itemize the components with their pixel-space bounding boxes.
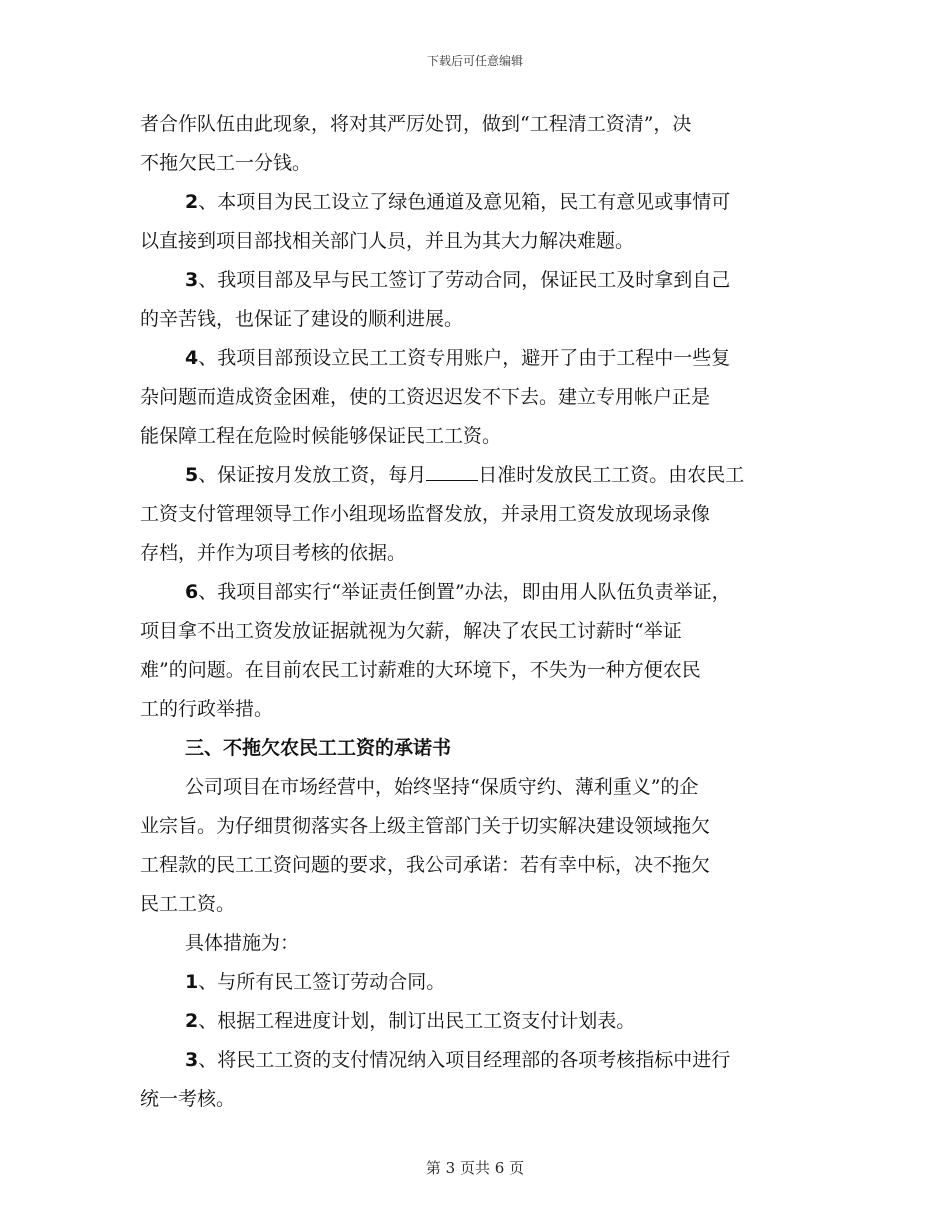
item-text: 、本项目为民工设立了绿色通道及意见箱，民工有意见或事情可 (198, 191, 731, 213)
page-header: 下载后可任意编辑 (426, 54, 523, 68)
text-line: 工的行政举措。 (140, 698, 274, 720)
item-text: 日准时发放民工工资。由农民工 (478, 464, 745, 486)
measure-item-3 (140, 1041, 820, 1080)
document-body (140, 105, 820, 1119)
list-item-6 (140, 573, 820, 612)
blank-fill-line (426, 460, 478, 481)
measure-item-2 (140, 1002, 820, 1041)
list-item-3 (140, 261, 820, 300)
text-line: 的辛苦钱，也保证了建设的顺利进展。 (140, 308, 464, 330)
item-number: 4 (185, 347, 199, 369)
item-text: 、根据工程进度计划，制订出民工工资支付计划表。 (198, 1010, 636, 1032)
text-line: 业宗旨。为仔细贯彻落实各上级主管部门关于切实解决建设领域拖欠 (140, 815, 711, 837)
item-text: 、保证按月发放工资，每月 (198, 464, 427, 486)
text-line: 民工工资。 (140, 893, 236, 915)
text-line: 不拖欠民工一分钱。 (140, 152, 312, 174)
text-line: 难”的问题。在目前农民工讨薪难的大环境下，不失为一种方便农民 (140, 659, 701, 681)
text-line: 以直接到项目部找相关部门人员，并且为其大力解决难题。 (140, 230, 635, 252)
item-text: 、我项目部及早与民工签订了劳动合同，保证民工及时拿到自己 (198, 269, 731, 291)
text-line: 工程款的民工工资问题的要求，我公司承诺：若有幸中标，决不拖欠 (140, 854, 711, 876)
text-line: 者合作队伍由此现象，将对其严厉处罚，做到“工程清工资清”，决 (140, 113, 692, 135)
item-number: 5 (185, 464, 199, 486)
measure-item-1 (140, 963, 820, 1002)
item-number: 6 (185, 581, 199, 603)
text-line: 具体措施为： (185, 932, 300, 954)
list-item-4 (140, 339, 820, 378)
list-item-5 (140, 456, 820, 495)
item-number: 1 (185, 971, 199, 993)
text-line: 公司项目在市场经营中，始终坚持“保质守约、薄利重义”的企 (185, 776, 699, 798)
text-line: 项目拿不出工资发放证据就视为欠薪，解决了农民工讨薪时“举证 (140, 620, 682, 642)
text-line: 存档，并作为项目考核的依据。 (140, 542, 407, 564)
section-heading: 三、不拖欠农民工工资的承诺书 (185, 737, 452, 759)
list-item-2 (140, 183, 820, 222)
text-line: 杂问题而造成资金困难，使的工资迟迟发不下去。建立专用帐户正是 (140, 386, 711, 408)
item-text: 、我项目部预设立民工工资专用账户，避开了由于工程中一些复 (198, 347, 731, 369)
text-line: 能保障工程在危险时候能够保证民工工资。 (140, 425, 502, 447)
item-text: 、与所有民工签订劳动合同。 (198, 971, 446, 993)
text-line: 工资支付管理领导工作小组现场监督发放，并录用工资发放现场录像 (140, 503, 711, 525)
item-number: 3 (185, 269, 199, 291)
page-footer: 第 3 页共 6 页 (425, 1159, 525, 1177)
item-number: 2 (185, 1010, 199, 1032)
item-text: 、我项目部实行“举证责任倒置”办法，即由用人队伍负责举证， (198, 581, 731, 603)
item-number: 3 (185, 1049, 199, 1071)
item-text: 、将民工工资的支付情况纳入项目经理部的各项考核指标中进行 (198, 1049, 731, 1071)
text-line: 统一考核。 (140, 1088, 236, 1110)
item-number: 2 (185, 191, 199, 213)
